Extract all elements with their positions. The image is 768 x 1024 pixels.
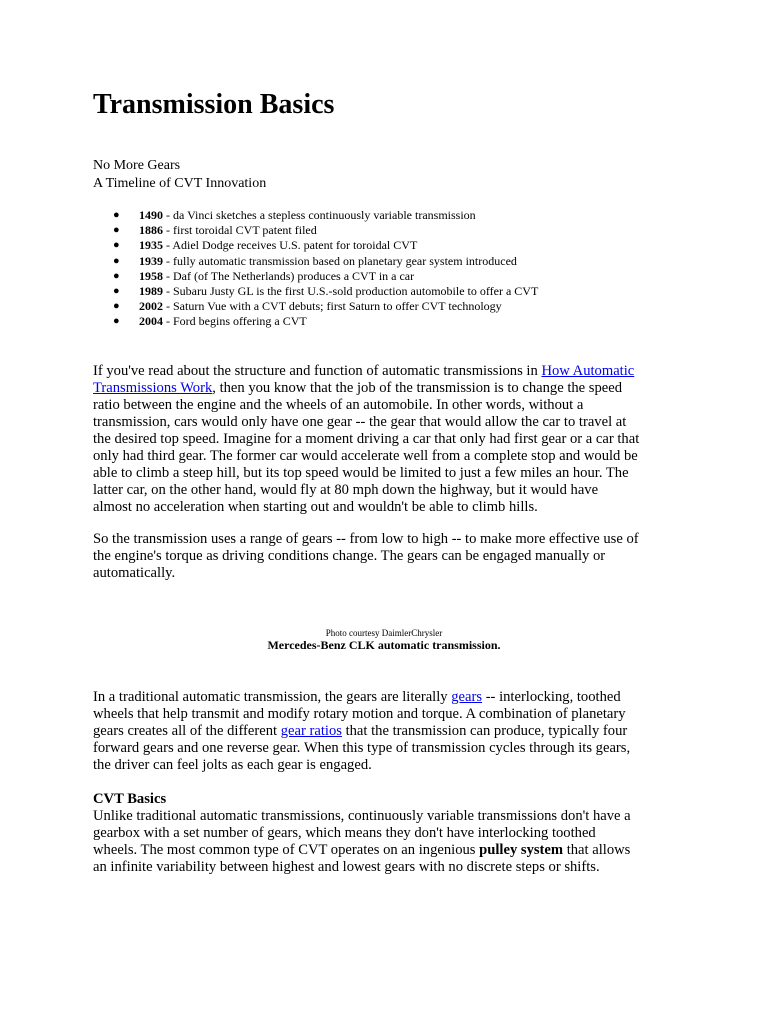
timeline-year: 1490 (139, 208, 163, 222)
bullet-icon: ● (113, 315, 120, 328)
timeline-year: 2002 (139, 299, 163, 314)
intro-paragraph (93, 363, 677, 516)
list-item (93, 208, 538, 223)
bullet-icon: ● (113, 209, 120, 221)
page-title: Transmission Basics (93, 89, 335, 120)
paragraph-line: only had third gear. The former car would accelerate well from a complete stop and would be (93, 448, 638, 464)
paragraph-text: that allows (563, 842, 631, 858)
paragraph-line: able to climb a steep hill, but its top speed would be limited to just a few miles an hour. The (93, 465, 629, 481)
timeline-text: - Daf (of The Netherlands) produces a CVT in a car (163, 268, 415, 283)
paragraph-line: automatically. (93, 565, 176, 581)
bullet-icon: ● (113, 269, 120, 282)
bullet-icon: ● (113, 239, 120, 252)
bullet-icon: ● (113, 224, 120, 237)
list-item (93, 223, 538, 238)
paragraph-line: an infinite variability between highest and lowest gears with no discrete steps or shifts. (93, 859, 600, 875)
list-item (93, 314, 538, 329)
timeline-list (93, 208, 538, 330)
paragraph-line: wheels that help transmit and modify rotary motion and torque. A combination of planetary (93, 706, 626, 722)
timeline-text: - Ford begins offering a CVT (163, 314, 307, 329)
bullet-icon: ● (113, 300, 120, 313)
paragraph-line: So the transmission uses a range of gears -- from low to high -- to make more effective use of (93, 531, 639, 547)
paragraph-line: gearbox with a set number of gears, which means they don't have interlocking toothed (93, 825, 596, 841)
list-item (93, 284, 538, 299)
bullet-icon: ● (113, 254, 120, 267)
paragraph-text: wheels. The most common type of CVT operates on an ingenious (93, 842, 480, 858)
paragraph-line: almost no acceleration when starting out and wouldn't be able to climb hills. (93, 499, 538, 515)
list-item (93, 299, 538, 314)
cvt-basics-paragraph (93, 808, 677, 876)
paragraph-line: the engine's torque as driving conditions change. The gears can be engaged manually or (93, 548, 606, 564)
paragraph-line: ratio between the engine and the wheels of an automobile. In other words, without a (93, 397, 584, 413)
timeline-year: 1935 (139, 238, 163, 253)
timeline-year: 2004 (139, 314, 163, 329)
list-item (93, 238, 538, 253)
paragraph-text: -- interlocking, toothed (482, 689, 621, 705)
paragraph-line: latter car, on the other hand, would fly at 80 mph down the highway, but it would have (93, 482, 599, 498)
timeline-year: 1939 (139, 253, 163, 268)
subtitle-timeline: A Timeline of CVT Innovation (93, 176, 267, 191)
paragraph-line: forward gears and one reverse gear. When this type of transmission cycles through its gears, (93, 740, 631, 756)
bullet-icon: ● (113, 285, 120, 298)
paragraph-text: that the transmission can produce, typically four (341, 723, 628, 739)
photo-caption: Mercedes-Benz CLK automatic transmission. (267, 638, 501, 652)
gears-link[interactable]: gears (451, 689, 483, 705)
timeline-text: - Subaru Justy GL is the first U.S.-sold production automobile to offer a CVT (163, 284, 539, 299)
paragraph-line: the driver can feel jolts as each gear is engaged. (93, 757, 372, 773)
gears-paragraph (93, 531, 677, 582)
paragraph-line: the desired top speed. Imagine for a moment driving a car that only had first gear or a car that (93, 431, 640, 447)
gear-ratios-link[interactable]: gear ratios (280, 723, 342, 739)
how-automatic-transmissions-link-cont[interactable]: Transmissions Work (93, 380, 213, 396)
section-heading-cvt-basics: CVT Basics (93, 791, 167, 807)
pulley-system-bold: pulley system (479, 842, 564, 858)
list-item (93, 254, 538, 269)
timeline-text: - da Vinci sketches a stepless continuously variable transmission (163, 208, 476, 222)
photo-credit: Photo courtesy DaimlerChrysler (325, 628, 443, 638)
paragraph-line: Unlike traditional automatic transmissions, continuously variable transmissions don't have a (93, 808, 631, 824)
timeline-text: - fully automatic transmission based on planetary gear system introduced (163, 253, 517, 268)
paragraph-line: transmission, cars would only have one gear -- the gear that would allow the car to travel at (93, 414, 627, 430)
paragraph-text: If you've read about the structure and function of automatic transmissions in (93, 363, 542, 379)
paragraph-text: gears creates all of the different (93, 723, 281, 739)
timeline-text: - Saturn Vue with a CVT debuts; first Saturn to offer CVT technology (163, 299, 502, 314)
list-item (93, 269, 538, 284)
paragraph-text: In a traditional automatic transmission, the gears are literally (93, 689, 452, 705)
timeline-text: - Adiel Dodge receives U.S. patent for toroidal CVT (163, 238, 418, 253)
paragraph-text: , then you know that the job of the transmission is to change the speed (212, 380, 623, 396)
how-automatic-transmissions-link[interactable]: How Automatic (541, 363, 635, 379)
timeline-text: - first toroidal CVT patent filed (163, 223, 317, 238)
timeline-year: 1958 (139, 268, 163, 283)
subtitle-no-more-gears: No More Gears (93, 158, 181, 173)
timeline-year: 1886 (139, 223, 163, 238)
traditional-transmission-paragraph (93, 689, 677, 774)
timeline-year: 1989 (139, 284, 163, 299)
